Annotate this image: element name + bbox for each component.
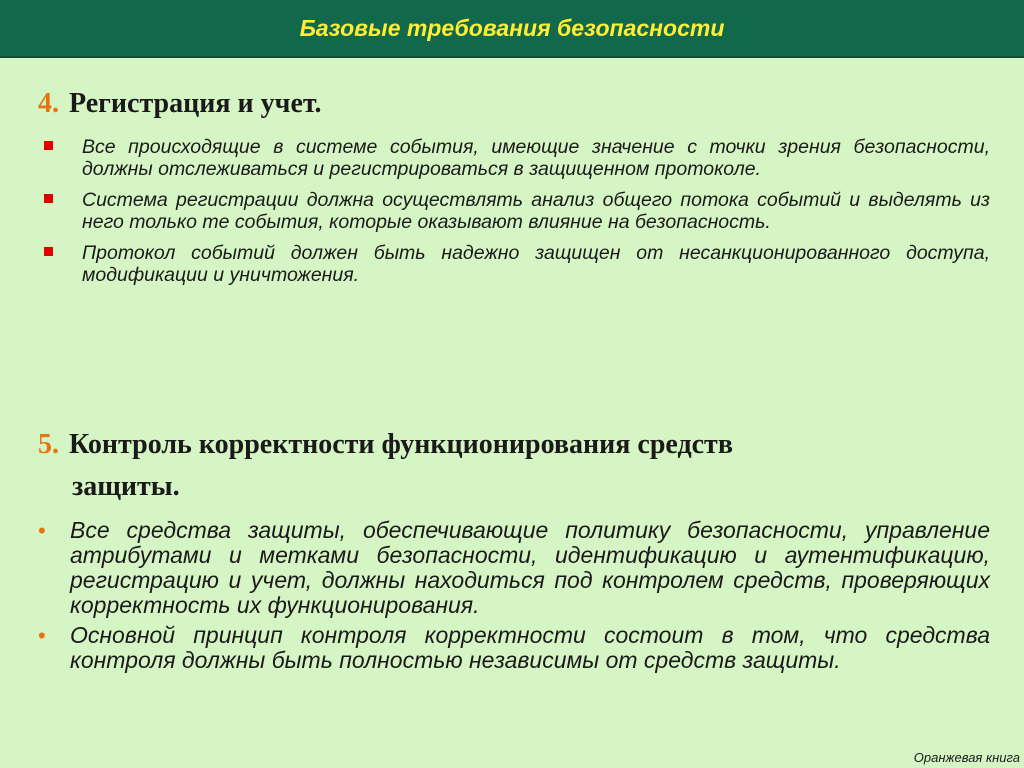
square-bullet-icon	[44, 141, 53, 150]
list-item	[30, 623, 990, 673]
list-item-text: Все средства защиты, обеспечивающие политику безопасности, управление атрибутами и метками безопасности, идентификацию и аутентификацию, регистрацию и учет, должны находиться под контролем средств, проверяющих корректность их функционирования.	[70, 517, 990, 618]
list-item-text: Протокол событий должен быть надежно защищен от несанкционированного доступа, модификации и уничтожения.	[82, 242, 990, 286]
section-5-title-line1: Контроль корректности функционирования средств	[69, 429, 733, 460]
list-item-text: Все происходящие в системе события, имеющие значение с точки зрения безопасности, должны отслеживаться и регистрироваться в защищенном протоколе.	[82, 136, 990, 180]
section-4-number: 4.	[38, 88, 59, 119]
slide-header	[0, 0, 1024, 56]
list-item	[40, 136, 990, 180]
footer-source: Оранжевая книга	[913, 750, 1020, 765]
section-4-title: Регистрация и учет.	[69, 88, 322, 119]
list-item-text: Система регистрации должна осуществлять анализ общего потока событий и выделять из него только те события, которые оказывают влияние на безопасность.	[82, 189, 990, 233]
dot-bullet-icon: •	[38, 623, 46, 648]
slide-title: Базовые требования безопасности	[299, 14, 725, 41]
square-bullet-icon	[44, 247, 53, 256]
section-5-list	[30, 518, 990, 678]
section-4-heading	[38, 88, 322, 120]
section-5-heading	[38, 424, 733, 508]
section-5-title-line2: защиты.	[72, 471, 180, 502]
square-bullet-icon	[44, 194, 53, 203]
section-4-list	[40, 136, 990, 295]
list-item	[30, 518, 990, 618]
dot-bullet-icon: •	[38, 518, 46, 543]
section-5-number: 5.	[38, 429, 59, 460]
list-item	[40, 189, 990, 233]
list-item	[40, 242, 990, 286]
list-item-text: Основной принцип контроля корректности состоит в том, что средства контроля должны быть полностью независимы от средств защиты.	[70, 622, 990, 673]
